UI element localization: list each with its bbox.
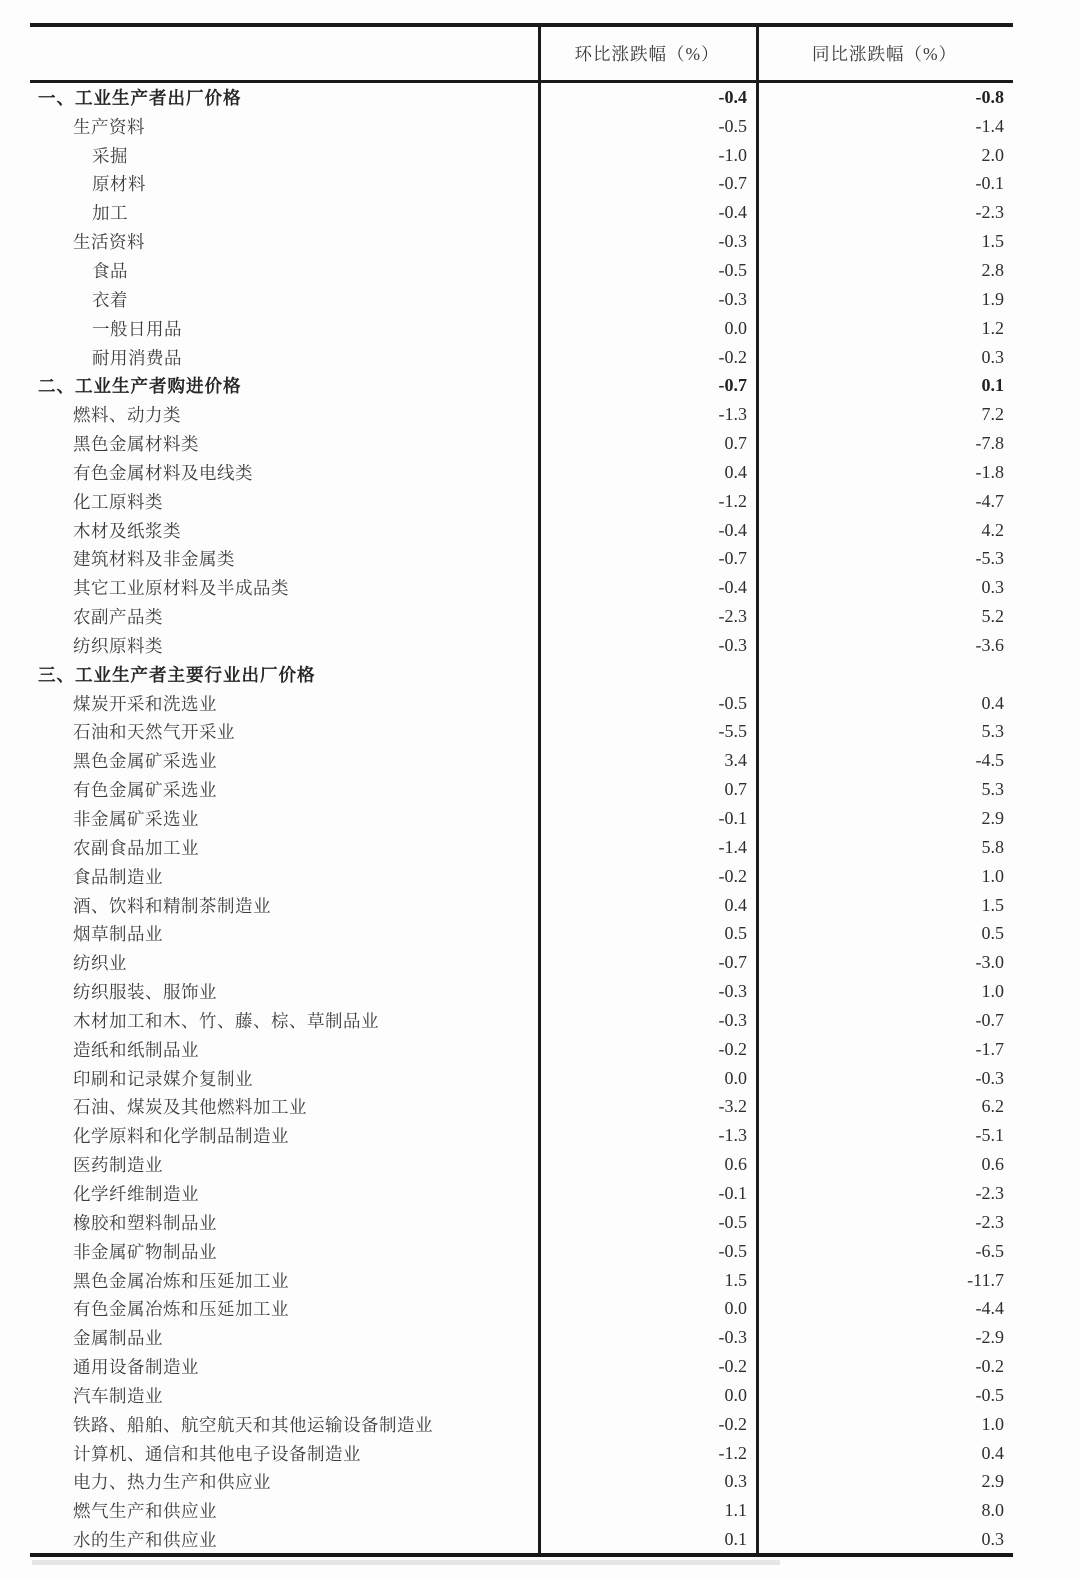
row-label: 医药制造业 <box>73 1155 163 1176</box>
mom-value: 0.0 <box>724 1067 747 1088</box>
mom-value: -0.5 <box>718 259 747 280</box>
mom-value: 0.4 <box>724 461 747 482</box>
yoy-value: -5.3 <box>975 548 1004 569</box>
yoy-value: -2.3 <box>975 202 1004 223</box>
row-label: 有色金属材料及电线类 <box>73 462 253 483</box>
mom-value: -5.5 <box>718 721 747 742</box>
yoy-value: 0.3 <box>981 346 1004 367</box>
mom-value: -0.3 <box>718 634 747 655</box>
row-label: 采掘 <box>92 145 128 166</box>
yoy-value: -0.2 <box>975 1356 1004 1377</box>
table-row <box>30 1410 1013 1439</box>
mom-value: -1.4 <box>718 836 747 857</box>
table-row <box>30 891 1013 920</box>
mom-value: -1.2 <box>718 490 747 511</box>
mom-value: 0.4 <box>724 894 747 915</box>
row-label: 汽车制造业 <box>73 1385 163 1406</box>
yoy-value: -0.8 <box>975 86 1004 107</box>
yoy-value: 4.2 <box>981 519 1004 540</box>
table-row <box>30 400 1013 429</box>
table-row <box>30 516 1013 545</box>
row-label: 加工 <box>92 203 128 224</box>
table-row <box>30 631 1013 660</box>
yoy-value: -5.1 <box>975 1125 1004 1146</box>
mom-value: -0.4 <box>718 519 747 540</box>
yoy-value: -0.3 <box>975 1067 1004 1088</box>
row-label: 酒、饮料和精制茶制造业 <box>73 895 271 916</box>
row-label: 农副食品加工业 <box>73 837 199 858</box>
row-label: 食品 <box>92 260 128 281</box>
yoy-value: -3.0 <box>975 952 1004 973</box>
mom-value: 0.0 <box>724 1298 747 1319</box>
table-row <box>30 1468 1013 1497</box>
table-row <box>30 83 1013 112</box>
row-label: 纺织服装、服饰业 <box>73 982 217 1003</box>
table-row <box>30 1381 1013 1410</box>
table-row <box>30 660 1013 689</box>
table-row <box>30 112 1013 141</box>
row-label: 食品制造业 <box>73 866 163 887</box>
mom-value: -0.3 <box>718 231 747 252</box>
table-row <box>30 862 1013 891</box>
yoy-value: 2.8 <box>981 259 1004 280</box>
mom-value: -0.1 <box>718 1182 747 1203</box>
row-label: 原材料 <box>92 174 146 195</box>
mom-value: -1.3 <box>718 1125 747 1146</box>
mom-value: 1.1 <box>724 1500 747 1521</box>
table-row <box>30 1121 1013 1150</box>
mom-value: -0.5 <box>718 1211 747 1232</box>
row-label: 木材加工和木、竹、藤、棕、草制品业 <box>73 1010 379 1031</box>
yoy-value: 8.0 <box>981 1500 1004 1521</box>
mom-value: 0.5 <box>724 923 747 944</box>
table-row <box>30 1093 1013 1122</box>
yoy-value: -0.7 <box>975 1009 1004 1030</box>
table-row <box>30 1266 1013 1295</box>
mom-value: 0.1 <box>724 1529 747 1550</box>
mom-value: -0.3 <box>718 981 747 1002</box>
table-row <box>30 804 1013 833</box>
table-row <box>30 602 1013 631</box>
yoy-value: 1.5 <box>981 894 1004 915</box>
mom-value: -0.7 <box>718 548 747 569</box>
row-label: 铁路、船舶、航空航天和其他运输设备制造业 <box>73 1414 433 1435</box>
row-label: 生产资料 <box>73 116 145 137</box>
row-label: 煤炭开采和洗选业 <box>73 693 217 714</box>
row-label: 纺织业 <box>73 953 127 974</box>
table-row <box>30 1237 1013 1266</box>
yoy-value: 0.5 <box>981 923 1004 944</box>
yoy-value: 5.2 <box>981 606 1004 627</box>
mom-value: -0.4 <box>718 202 747 223</box>
table-row <box>30 198 1013 227</box>
column-divider-2 <box>756 27 759 1553</box>
mom-value: -0.2 <box>718 1413 747 1434</box>
yoy-value: -7.8 <box>975 433 1004 454</box>
row-label: 通用设备制造业 <box>73 1357 199 1378</box>
yoy-value: 1.2 <box>981 317 1004 338</box>
yoy-value: -3.6 <box>975 634 1004 655</box>
yoy-value: 0.1 <box>981 375 1004 396</box>
row-label: 木材及纸浆类 <box>73 520 181 541</box>
table-row <box>30 256 1013 285</box>
row-label: 印刷和记录媒介复制业 <box>73 1068 253 1089</box>
yoy-value: -4.4 <box>975 1298 1004 1319</box>
yoy-value: 0.4 <box>981 1442 1004 1463</box>
row-label: 其它工业原材料及半成品类 <box>73 578 289 599</box>
yoy-value: 2.0 <box>981 144 1004 165</box>
mom-value: 3.4 <box>724 750 747 771</box>
row-label: 非金属矿采选业 <box>73 809 199 830</box>
row-label: 石油、煤炭及其他燃料加工业 <box>73 1097 307 1118</box>
yoy-value: -4.7 <box>975 490 1004 511</box>
yoy-value: 7.2 <box>981 404 1004 425</box>
yoy-value: -2.3 <box>975 1211 1004 1232</box>
table-row <box>30 458 1013 487</box>
table-row <box>30 545 1013 574</box>
table-body <box>30 83 1013 1554</box>
mom-value: -3.2 <box>718 1096 747 1117</box>
row-label: 农副产品类 <box>73 607 163 628</box>
yoy-value: 0.4 <box>981 692 1004 713</box>
table-row <box>30 948 1013 977</box>
row-label: 电力、热力生产和供应业 <box>73 1472 271 1493</box>
mom-value: -0.7 <box>718 173 747 194</box>
row-label: 纺织原料类 <box>73 635 163 656</box>
mom-value: -0.2 <box>718 1038 747 1059</box>
table-row <box>30 1525 1013 1554</box>
yoy-value: -1.4 <box>975 115 1004 136</box>
mom-value: -1.2 <box>718 1442 747 1463</box>
yoy-value: 1.9 <box>981 288 1004 309</box>
yoy-value: 6.2 <box>981 1096 1004 1117</box>
yoy-value: -0.1 <box>975 173 1004 194</box>
mom-value: 1.5 <box>724 1269 747 1290</box>
row-label: 化工原料类 <box>73 491 163 512</box>
row-label: 生活资料 <box>73 232 145 253</box>
yoy-value: -0.5 <box>975 1384 1004 1405</box>
table-row <box>30 227 1013 256</box>
mom-value: -1.0 <box>718 144 747 165</box>
row-label: 水的生产和供应业 <box>73 1530 217 1551</box>
mom-value: 0.0 <box>724 317 747 338</box>
row-label: 非金属矿物制品业 <box>73 1241 217 1262</box>
mom-value: -0.2 <box>718 346 747 367</box>
row-label: 三、工业生产者主要行业出厂价格 <box>38 664 316 685</box>
header-yoy-change: 同比涨跌幅（%） <box>811 44 958 64</box>
table-row <box>30 1208 1013 1237</box>
yoy-value: 1.5 <box>981 231 1004 252</box>
yoy-value: -2.3 <box>975 1182 1004 1203</box>
table-row <box>30 1352 1013 1381</box>
table-header-row <box>30 27 1013 83</box>
ppi-statistics-table <box>30 23 1013 1557</box>
row-label: 黑色金属材料类 <box>73 434 199 455</box>
table-row <box>30 1496 1013 1525</box>
table-row <box>30 775 1013 804</box>
table-row <box>30 1439 1013 1468</box>
row-label: 有色金属矿采选业 <box>73 780 217 801</box>
yoy-value: 0.3 <box>981 1529 1004 1550</box>
mom-value: -0.3 <box>718 1327 747 1348</box>
table-row <box>30 1006 1013 1035</box>
mom-value: 0.6 <box>724 1154 747 1175</box>
row-label: 二、工业生产者购进价格 <box>38 376 242 397</box>
row-label: 橡胶和塑料制品业 <box>73 1212 217 1233</box>
yoy-value: -1.7 <box>975 1038 1004 1059</box>
mom-value: -0.5 <box>718 1240 747 1261</box>
table-row <box>30 1150 1013 1179</box>
mom-value: -1.3 <box>718 404 747 425</box>
row-label: 燃料、动力类 <box>73 405 181 426</box>
mom-value: -0.5 <box>718 692 747 713</box>
row-label: 化学原料和化学制品制造业 <box>73 1126 289 1147</box>
row-label: 建筑材料及非金属类 <box>73 549 235 570</box>
table-row <box>30 429 1013 458</box>
table-row <box>30 141 1013 170</box>
mom-value: -0.2 <box>718 865 747 886</box>
row-label: 化学纤维制造业 <box>73 1183 199 1204</box>
header-mom-change: 环比涨跌幅（%） <box>574 44 720 64</box>
table-row <box>30 718 1013 747</box>
table-row <box>30 371 1013 400</box>
yoy-value: 0.3 <box>981 577 1004 598</box>
yoy-value: 2.9 <box>981 808 1004 829</box>
row-label: 一、工业生产者出厂价格 <box>38 87 242 108</box>
scan-shadow <box>32 1560 780 1565</box>
mom-value: 0.7 <box>724 433 747 454</box>
yoy-value: -4.5 <box>975 750 1004 771</box>
mom-value: -0.5 <box>718 115 747 136</box>
row-label: 耐用消费品 <box>92 347 182 368</box>
yoy-value: -11.7 <box>967 1269 1004 1290</box>
header-empty-cell <box>30 27 538 80</box>
mom-value: 0.0 <box>724 1384 747 1405</box>
mom-value: -0.3 <box>718 288 747 309</box>
mom-value: -0.2 <box>718 1356 747 1377</box>
mom-value: -0.1 <box>718 808 747 829</box>
mom-value: -0.3 <box>718 1009 747 1030</box>
row-label: 有色金属冶炼和压延加工业 <box>73 1299 289 1320</box>
yoy-value: 5.3 <box>981 779 1004 800</box>
table-row <box>30 343 1013 372</box>
yoy-value: 5.8 <box>981 836 1004 857</box>
mom-value: 0.7 <box>724 779 747 800</box>
row-label: 烟草制品业 <box>73 924 163 945</box>
row-label: 计算机、通信和其他电子设备制造业 <box>73 1443 361 1464</box>
row-label: 一般日用品 <box>92 318 182 339</box>
mom-value: -2.3 <box>718 606 747 627</box>
yoy-value: 1.0 <box>981 981 1004 1002</box>
table-row <box>30 1294 1013 1323</box>
table-row <box>30 1179 1013 1208</box>
row-label: 黑色金属矿采选业 <box>73 751 217 772</box>
mom-value: -0.4 <box>718 86 747 107</box>
row-label: 衣着 <box>92 289 128 310</box>
yoy-value: 1.0 <box>981 865 1004 886</box>
table-row <box>30 919 1013 948</box>
yoy-value: -2.9 <box>975 1327 1004 1348</box>
table-row <box>30 977 1013 1006</box>
yoy-value: 1.0 <box>981 1413 1004 1434</box>
yoy-value: 5.3 <box>981 721 1004 742</box>
table-row <box>30 170 1013 199</box>
mom-value: -0.4 <box>718 577 747 598</box>
table-row <box>30 285 1013 314</box>
table-row <box>30 833 1013 862</box>
table-row <box>30 314 1013 343</box>
mom-value: -0.7 <box>718 952 747 973</box>
table-row <box>30 487 1013 516</box>
yoy-value: -6.5 <box>975 1240 1004 1261</box>
yoy-value: 0.6 <box>981 1154 1004 1175</box>
yoy-value: -1.8 <box>975 461 1004 482</box>
column-divider-1 <box>538 27 541 1553</box>
table-row <box>30 689 1013 718</box>
table-row <box>30 573 1013 602</box>
row-label: 黑色金属冶炼和压延加工业 <box>73 1270 289 1291</box>
table-row <box>30 1035 1013 1064</box>
table-row <box>30 1064 1013 1093</box>
mom-value: -0.7 <box>718 375 747 396</box>
row-label: 燃气生产和供应业 <box>73 1501 217 1522</box>
row-label: 金属制品业 <box>73 1328 163 1349</box>
row-label: 造纸和纸制品业 <box>73 1039 199 1060</box>
table-row <box>30 1323 1013 1352</box>
table-row <box>30 746 1013 775</box>
yoy-value: 2.9 <box>981 1471 1004 1492</box>
row-label: 石油和天然气开采业 <box>73 722 235 743</box>
mom-value: 0.3 <box>724 1471 747 1492</box>
